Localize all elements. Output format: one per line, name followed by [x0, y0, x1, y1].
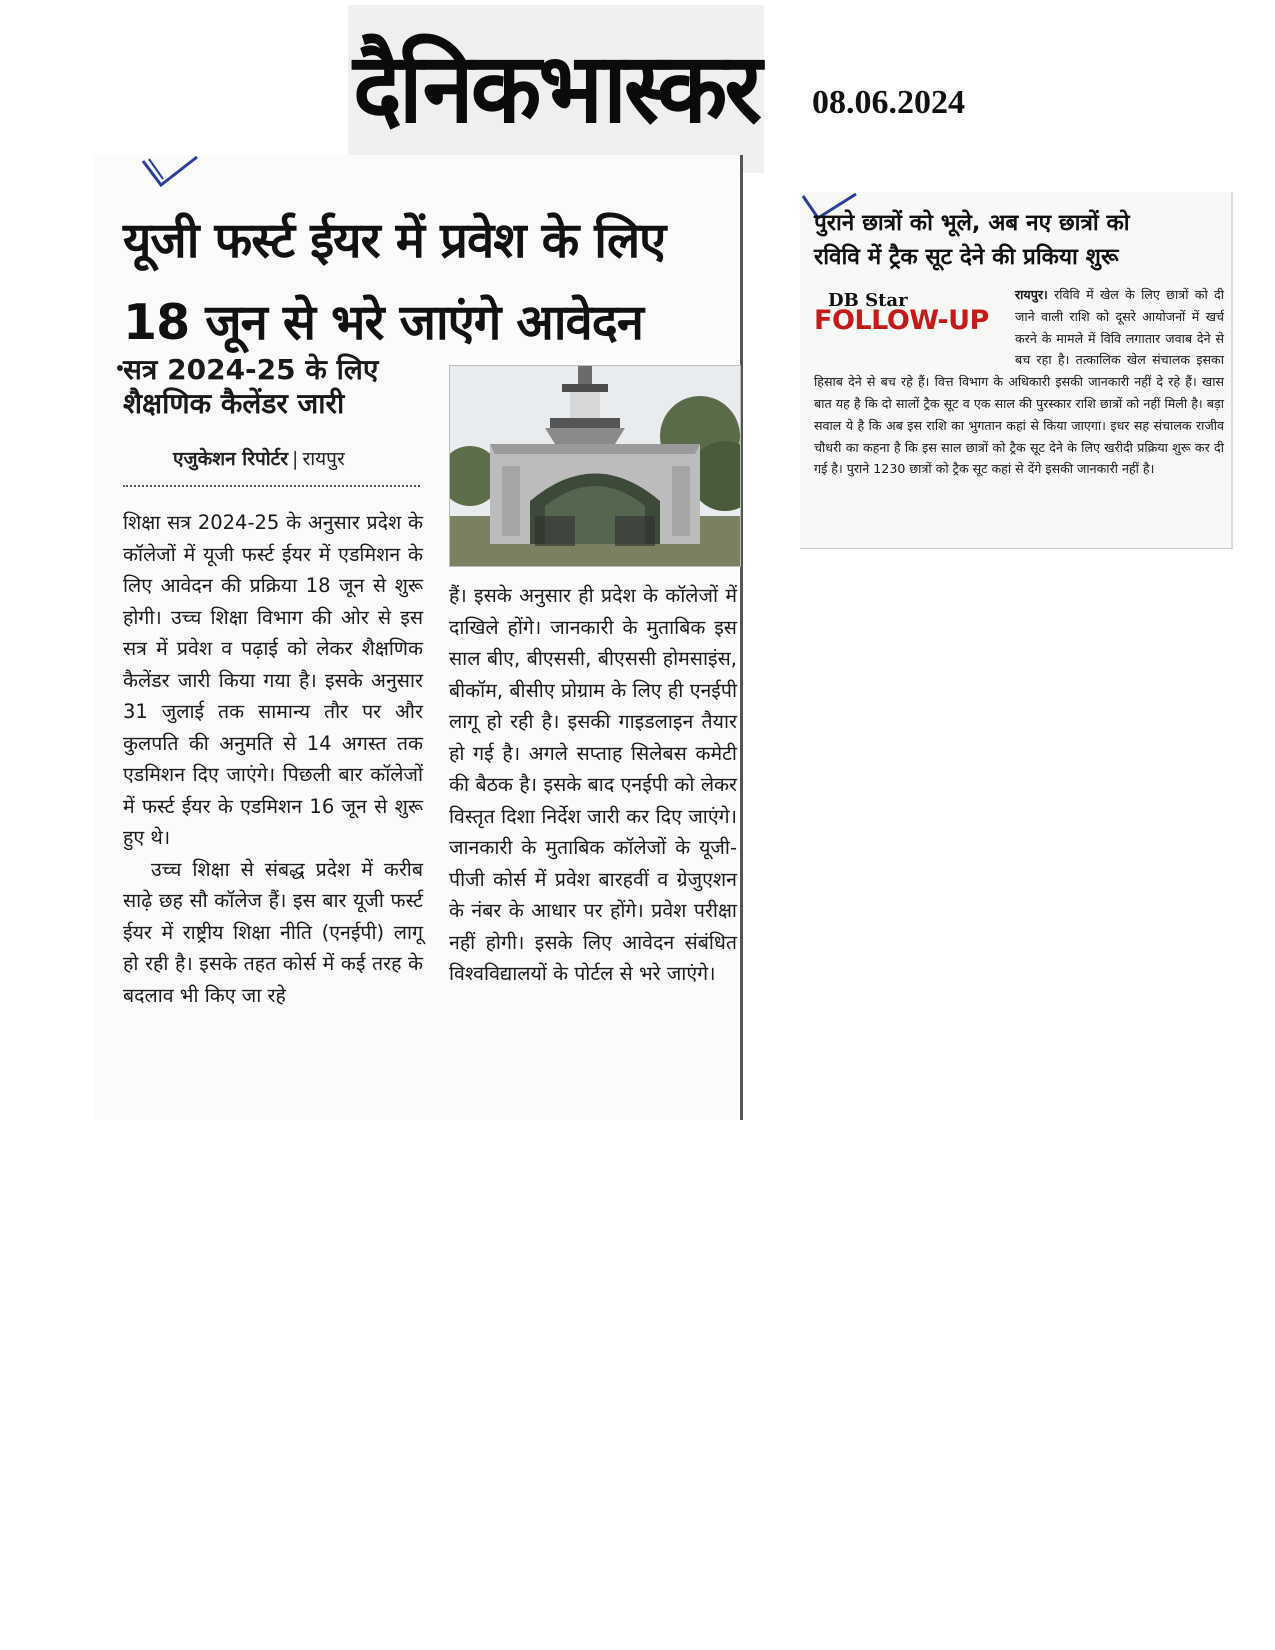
main-article-clipping: [93, 155, 743, 1120]
university-gate-photo: [449, 365, 741, 567]
main-subhead: [123, 353, 423, 421]
side-headline: [814, 206, 1224, 274]
byline: [173, 445, 433, 471]
article-paragraph: हैं। इसके अनुसार ही प्रदेश के कॉलेजों में दाखिले होंगे। जानकारी के मुताबिक इस साल बीए, बीएससी, बीएससी होमसाइंस, बीकॉम, बीसीए प्रोग्राम के लिए ही एनईपी लागू हो रही है। इसकी गाइडलाइन तैयार हो गई है। अगले सप्ताह सिलेबस कमेटी की बैठक है। इसके बाद एनईपी को लेकर विस्तृत दिशा निर्देश जारी कर दिए जाएंगे। जानकारी के मुताबिक कॉलेजों के यूजी-पीजी कोर्स में प्रवेश बारहवीं व ग्रेजुएशन के नंबर के आधार पर होंगे। प्रवेश परीक्षा नहीं होगी। इसके लिए आवेदन संबंधित विश्वविद्यालयों के पोर्टल से भरे जाएंगे।: [449, 584, 737, 985]
gate-illustration: [450, 366, 740, 566]
side-headline-line2: रविवि में ट्रैक सूट देने की प्रकिया शुरू: [814, 244, 1119, 270]
article-paragraph: उच्च शिक्षा से संबद्ध प्रदेश में करीब साढ़े छह सौ कॉलेज हैं। इस बार यूजी फर्स्ट ईयर में राष्ट्रीय शिक्षा नीति (एनईपी) लागू हो रही है। इसके तहत कोर्स में कई तरह के बदलाव भी किए जा रहे: [123, 857, 423, 1007]
article-paragraph: शिक्षा सत्र 2024-25 के अनुसार प्रदेश के कॉलेजों में यूजी फर्स्ट ईयर में एडमिशन के लिए आवेदन की प्रक्रिया 18 जून से शुरू होगी। उच्च शिक्षा विभाग की ओर से इस सत्र में प्रवेश व पढ़ाई को लेकर शैक्षणिक कैलेंडर जारी किया गया है। इसके अनुसार 31 जुलाई तक सामान्य तौर पर और कुलपति की अनुमति से 14 अगस्त तक एडमिशन दिए जाएंगे। पिछली बार कॉलेजों में फर्स्ट ईयर के एडमिशन 16 जून से शुरू हुए थे।: [123, 511, 423, 849]
side-article-body: [814, 284, 1224, 480]
checkmark-icon: [139, 155, 199, 191]
side-headline-line1: पुराने छात्रों को भूले, अब नए छात्रों को: [814, 210, 1130, 236]
badge-followup: FOLLOW-UP: [814, 305, 989, 336]
main-headline-line1: यूजी फर्स्ट ईयर में प्रवेश के लिए: [123, 212, 666, 269]
newspaper-masthead: [348, 5, 764, 173]
byline-reporter: एजुकेशन रिपोर्टर: [173, 448, 289, 470]
main-headline-line2: 18 जून से भरे जाएंगे आवेदन: [123, 294, 643, 351]
main-headline: [123, 200, 738, 364]
byline-separator: |: [292, 448, 299, 470]
side-article-clipping: [800, 192, 1233, 549]
main-subhead-line1: सत्र 2024-25 के लिए: [123, 353, 379, 386]
followup-badge: [814, 290, 1007, 358]
byline-city: रायपुर: [302, 448, 345, 470]
edition-date: 08.06.2024: [812, 84, 965, 121]
newspaper-logo: दैनिकभास्कर: [353, 32, 759, 145]
byline-divider: [123, 485, 420, 487]
side-dateline: रायपुर।: [1015, 287, 1048, 302]
badge-dbstar: DB Star: [828, 290, 908, 311]
side-body-text: रविवि में खेल के लिए छात्रों को दी जाने वाली राशि को दूसरे आयोजनों में खर्च करने के मामले में विवि लगातार जवाब देने से बच रहा है। तत्कालिक खेल संचालक इसका हिसाब देने से बच रहे हैं। वित्त विभाग के अधिकारी इसकी जानकारी नहीं दे रहे हैं। खास बात यह है कि दो सालों ट्रैक सूट व एक साल की पुरस्कार राशि छात्रों को नहीं मिली है। बड़ा सवाल ये है कि अब इस राशि का भुगतान कहां से किया जाएगा। इधर सह संचालक राजीव चौधरी का कहना है कि इस साल छात्रों को ट्रैक सूट देने के लिए खरीदी प्रक्रिया शुरू कर दी गई है। पुराने 1230 छात्रों को ट्रैक सूट कहां से देंगे इसकी जानकारी नहीं है।: [814, 287, 1224, 477]
article-column-2: [449, 580, 737, 990]
main-subhead-line2: शैक्षणिक कैलेंडर जारी: [123, 387, 345, 420]
article-column-1: [123, 507, 423, 1011]
bullet-icon: [117, 365, 123, 371]
